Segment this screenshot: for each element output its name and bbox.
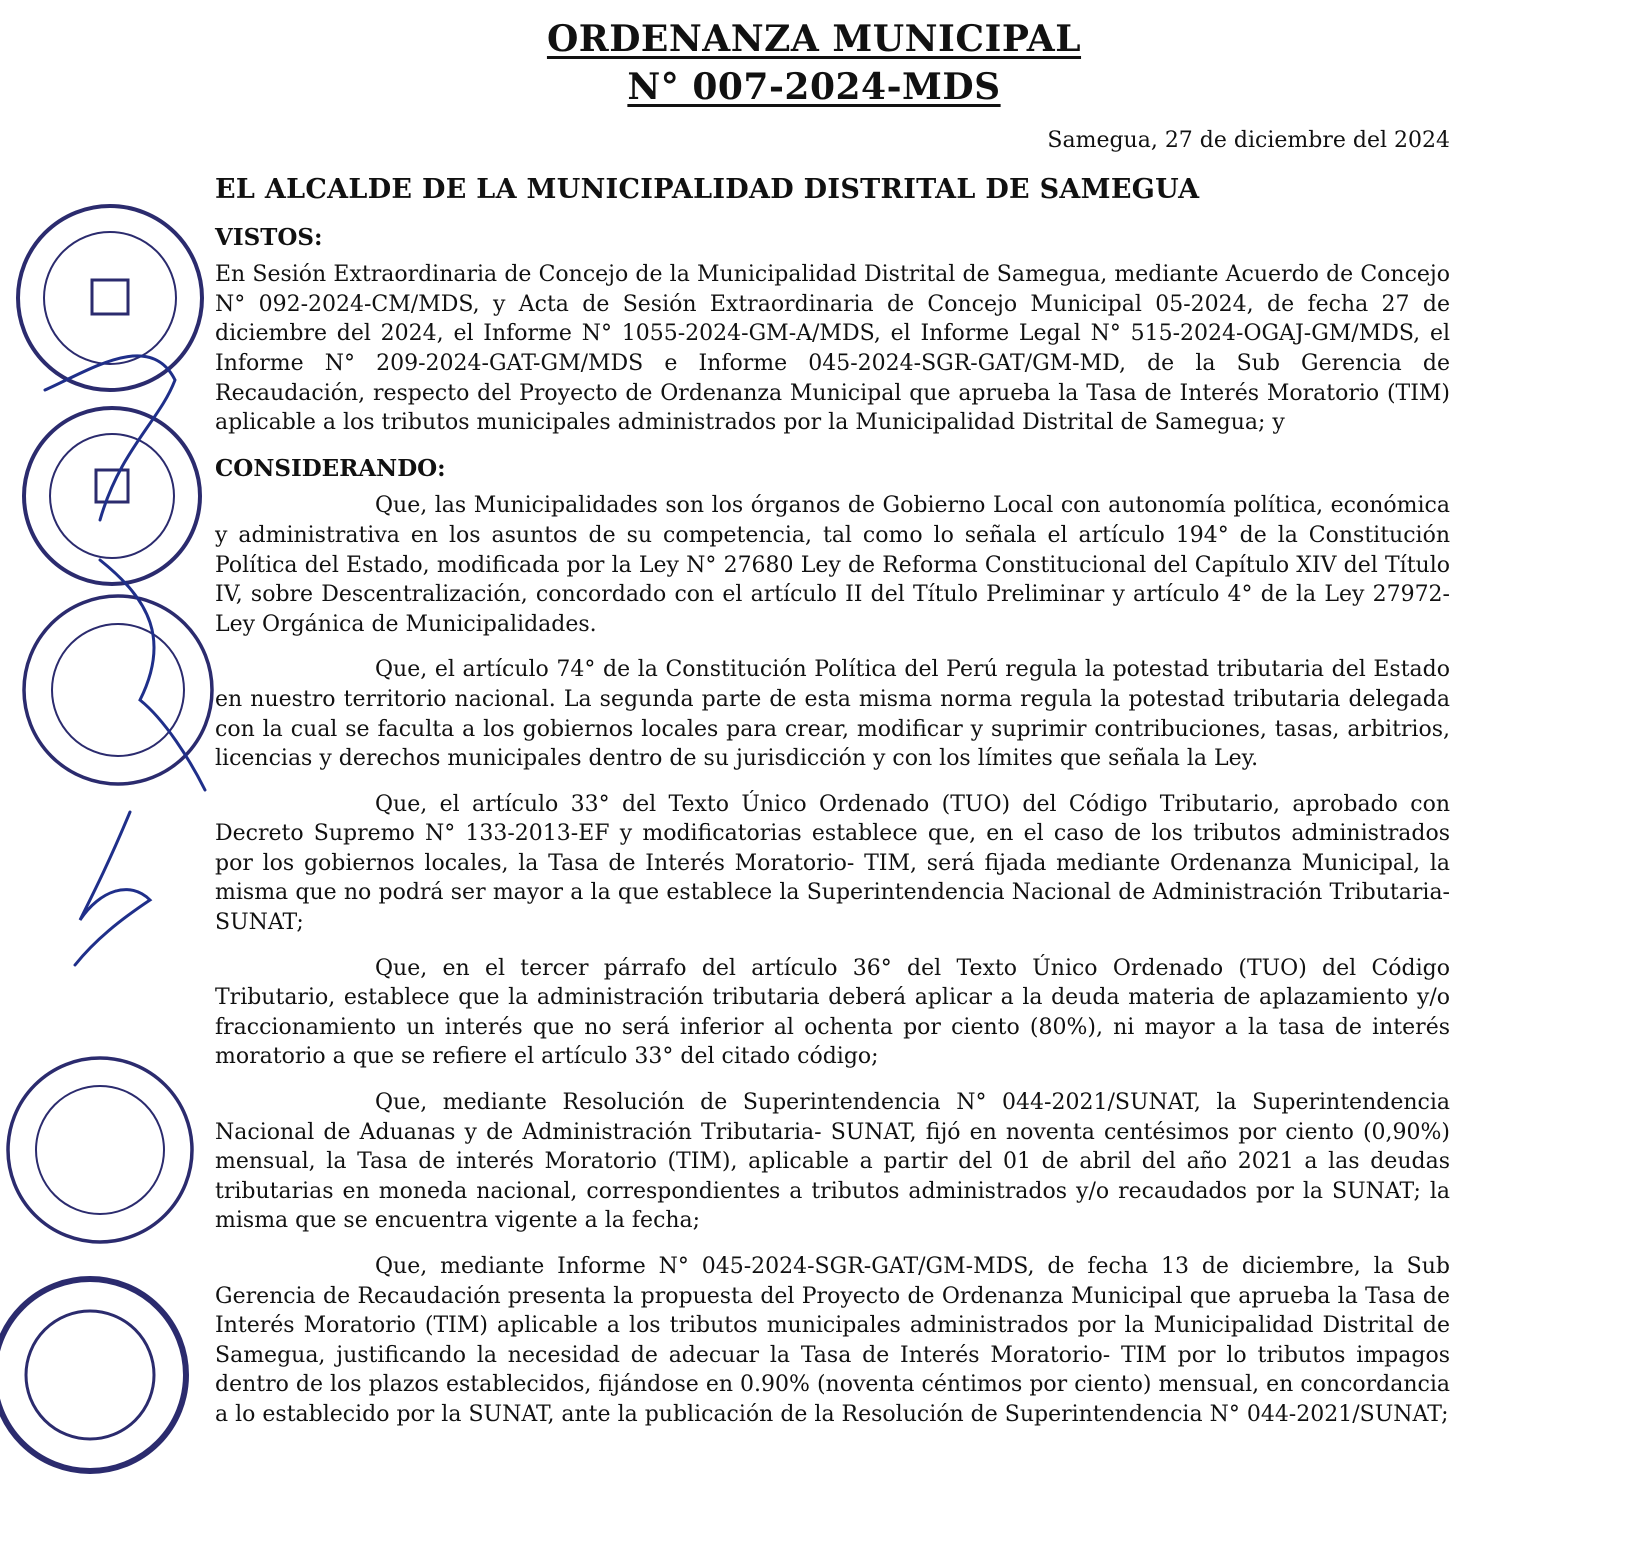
gerencia-municipal-seal-stamp [24,408,200,584]
document-date: Samegua, 27 de diciembre del 2024 [1047,128,1450,153]
considerando-paragraph: Que, mediante Informe N° 045-2024-SGR-GAT/GM-MDS, de fecha 13 de diciembre, la Sub Gerencia de Recaudación presenta la propuesta del Proyecto de Ordenanza Municipal que aprueba la Tasa de Interés Moratorio (TIM) aplicable a los tributos municipales administrados por la Municipalidad Distrital de Samegua, justificando la necesidad de adecuar la Tasa de Interés Moratorio- TIM por lo tributos impagos dentro de los plazos establecidos, fijándose en 0.90% (noventa céntimos por ciento) mensual, en concordancia a lo establecido por la SUNAT, ante la publicación de la Resolución de Superintendencia N° 044-2021/SUNAT; [215,1254,1450,1427]
atencion-ciudadano-seal-stamp [0,1279,186,1471]
considerando-paragraph: Que, mediante Resolución de Superintendencia N° 044-2021/SUNAT, la Superintendencia Nacional de Aduanas y de Administración Tributaria- SUNAT, fijó en noventa centésimos por ciento (0,90%) mensual, la Tasa de interés Moratorio (TIM), aplicable a partir del 01 de abril del año 2021 a las deudas tributarias en moneda nacional, correspondientes a tributos administrados y/o recaudados por la SUNAT; la misma que se encuentra vigente a la fecha; [215,1090,1450,1234]
administracion-tributaria-seal-stamp [8,1058,192,1242]
signature-mark [100,560,205,790]
considerando-paragraph: Que, en el tercer párrafo del artículo 36° del Texto Único Ordenado (TUO) del Código Tributario, establece que la administración tributaria deberá aplicar a la deuda materia de aplazamiento y/o fraccionamiento un interés que no será inferior al ochenta por ciento (80%), ni mayor a la tasa de interés moratorio a que se refiere el artículo 33° del citado código; [215,955,1450,1070]
issuer-heading: EL ALCALDE DE LA MUNICIPALIDAD DISTRITAL DE SAMEGUA [215,174,1200,205]
vistos-paragraph: En Sesión Extraordinaria de Concejo de la Municipalidad Distrital de Samegua, mediante Acuerdo de Concejo N° 092-2024-CM/MDS, y Acta de Sesión Extraordinaria de Concejo Municipal 05-2024, de fecha 27 de diciembre del 2024, el Informe N° 1055-2024-GM-A/MDS, el Informe Legal N° 515-2024-OGAJ-GM/MDS, el Informe N° 209-2024-GAT-GM/MDS e Informe 045-2024-SGR-GAT/GM-MD, de la Sub Gerencia de Recaudación, respecto del Proyecto de Ordenanza Municipal que aprueba la Tasa de Interés Moratorio (TIM) aplicable a los tributos municipales administrados por la Municipalidad Distrital de Samegua; y [215,262,1450,436]
document-title: ORDENANZA MUNICIPAL [546,18,1082,60]
considerando-paragraph: Que, el artículo 33° del Texto Único Ordenado (TUO) del Código Tributario, aprobado con Decreto Supremo N° 133-2013-EF y modificatorias establece que, en el caso de los tributos administrados por los gobiernos locales, la Tasa de Interés Moratorio- TIM, será fijada mediante Ordenanza Municipal, la misma que no podrá ser mayor a la que establece la Superintendencia Nacional de Administración Tributaria-SUNAT; [215,791,1450,936]
document-number: N° 007-2024-MDS [627,66,1001,108]
considerando-paragraph: Que, las Municipalidades son los órganos de Gobierno Local con autonomía política, económica y administrativa en los asuntos de su competencia, tal como lo señala el artículo 194° de la Constitución Política del Estado, modificada por la Ley N° 27680 Ley de Reforma Constitucional del Capítulo XIV del Título IV, sobre Descentralización, concordado con el artículo II del Título Preliminar y artículo 4° de la Ley 27972-Ley Orgánica de Municipalidades. [215,493,1450,637]
considerando-heading: CONSIDERANDO: [215,454,446,482]
asesoria-juridica-seal-stamp [24,596,212,784]
signature-mark [75,812,150,965]
alcaldia-seal-stamp [18,206,202,390]
vistos-heading: VISTOS: [215,223,323,251]
signature-mark [45,356,175,520]
considerando-paragraph: Que, el artículo 74° de la Constitución Política del Perú regula la potestad tributaria del Estado en nuestro territorio nacional. La segunda parte de esta misma norma regula la potestad tributaria delegada con la cual se faculta a los gobiernos locales para crear, modificar y suprimir contribuciones, tasas, arbitrios, licencias y derechos municipales dentro de su jurisdicción y con los límites que señala la Ley. [215,657,1450,772]
document-body [215,175,1450,1446]
